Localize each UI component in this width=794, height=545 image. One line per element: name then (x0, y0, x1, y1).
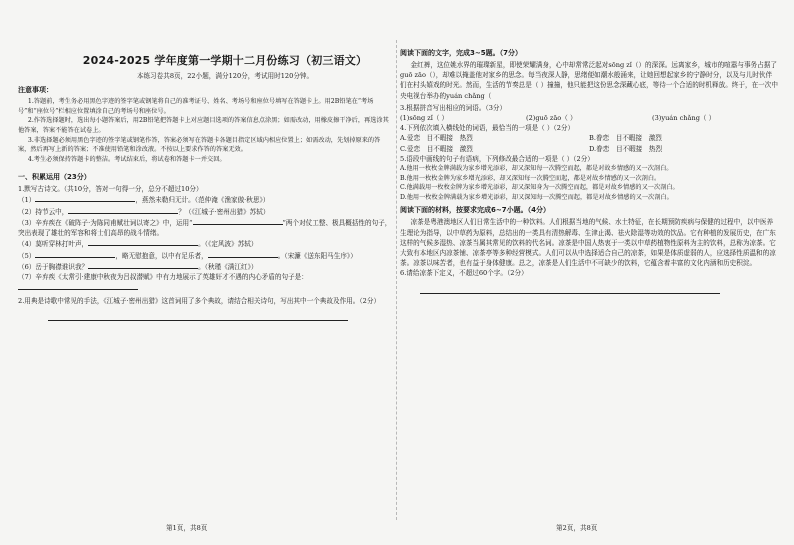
notice-item: 3.非选择题必须用黑色字迹的签字笔或钢笔作答，答案必须写在答题卡各题目指定区域内相应位置上；如需改动，先划掉原来的答案，然后再写上新的答案；不准使用铅笔和涂改液。不按以上要求作答的答案无效。 (18, 136, 381, 154)
blank[interactable] (18, 282, 138, 290)
section1-heading: 一、积累运用（23分） (18, 173, 91, 182)
q1-3-tail: ”两个对仗工整、极具概括性的句子，突出表现了雄壮的军容和将士们高昂的战斗情绪。 (18, 218, 392, 238)
q1-6-tail: 。（秋瑾《满江红》） (198, 262, 258, 271)
passage-part: ），却难以掩盖他对家乡的思念。每当夜深人静，思绪便如潮水般涌来，让她回想起家乡的宁静时分，以及与儿时伙伴们在村头嬉戏的时光。然而，生活的节奏总是 (400, 71, 773, 90)
reading2-heading: 阅读下面的材料，按要求完成6~7小题。（4分） (400, 206, 550, 215)
q4-options-row (400, 144, 778, 154)
q1-6 (18, 261, 392, 272)
q1-1-text: ，燕然未勒归无计。（范仲淹《渔家傲·秋思》） (135, 196, 270, 205)
q4-option-b[interactable]: B.眷恋 目不暇接 激烈 (589, 134, 662, 143)
q5-option-b[interactable]: B.他用一枚枚金牌为家乡增光添彩，却又深知每一次腾空而起，都是对故乡情感的又一次剖白。 (400, 174, 661, 182)
q3-option[interactable]: (3)yuán chǎng（ ） (652, 113, 716, 122)
passage-part: 金红裤，这位姚水界的璀璨新星，即使荣耀满身，心中却常常泛起对sōng zǐ（ (410, 60, 639, 69)
reading2-passage: 凉茶是粤港澳地区人们日常生活中的一种饮料。人们根据当地的气候、水土特征，在长期预防疾病与保健的过程中，以中医养生理论为指导，以中草药为原料，总结出的一类具有清热解毒、生津止渴、祛火除湿等功效的饮品。它有种植的发展历史，在广东这样的气候多湿热、凉茶当属其常见的饮料的代名词。凉茶是中国人热衷于一类以中草药植物性原料为主的饮料，总称为凉茶。它大致有本地区内凉茶铺、凉茶亭等多种经营模式。人们可以从中选择适合自己的凉茶，如果是体质虚弱的人，应选择性质温和的凉茶。凉茶以味苦者，也有益于身体健康。总之，凉茶是人们生活中不可缺少的饮料，它蕴含着丰富的文化内涵和历史积淀。 (400, 218, 776, 268)
exam-title: 2024-2025 学年度第一学期十二月份练习（初三语文） (82, 54, 368, 67)
reading1-passage (400, 60, 778, 101)
notice-item: 2.作答选择题时，选出每小题答案后，用2B铅笔把答题卡上对应题目选项的答案信息点涂黑；如需改动，用橡皮擦干净后，再选涂其他答案，答案不能答在试卷上。 (18, 117, 389, 134)
q4-option-a[interactable]: A.爱恋 目不暇接 热烈 (400, 134, 473, 143)
blank[interactable] (68, 206, 178, 214)
blank[interactable] (193, 217, 283, 225)
q1-stem: 1.默写古诗文。（共10分，答对一句得一分，总分不超过10分） (18, 185, 203, 194)
q1-2-text: （2）持节云中， (18, 207, 69, 216)
blank[interactable] (88, 261, 198, 269)
blank[interactable] (88, 238, 198, 246)
q4-option-c[interactable]: C.爱恋 目不暇接 激烈 (400, 144, 473, 153)
q1-7 (18, 272, 392, 293)
notice-item: 4.考生必须保持答题卡的整洁。考试结束后，将试卷和答题卡一并交回。 (27, 155, 226, 163)
q1-3 (18, 217, 392, 238)
q4-options-row (400, 133, 778, 143)
q1-3-text: （3）辛弃疾在《破阵子·为陈同甫赋壮词以寄之》中，运用“ (18, 218, 193, 227)
q1-4-text: （4）莫听穿林打叶声， (18, 240, 89, 249)
passage-part: （ ）撞撞，他只能把这份思念深藏心底，等待一个合适的时机释放。终于，在一次中央电视台举办的yuán chǎng（ (400, 81, 778, 100)
q1-4 (18, 238, 392, 249)
q1-7-text: （7）辛弃疾《太常引·建康中秋夜为吕叔潜赋》中有力地展示了英雄奸才不遇的内心矛盾的句子是： (18, 272, 308, 281)
q1-2 (18, 206, 392, 217)
q3-options (400, 113, 778, 123)
passage-part: ）的深深。远离家乡，城市的喧嚣与事务占据了guō zāo（ (400, 60, 777, 80)
q1-1 (18, 194, 392, 205)
exam-subtitle: 本练习卷共8页，22小题，满分120分，考试用时120分钟。 (136, 72, 314, 81)
q1-5-num: （5） (18, 251, 36, 260)
q5-option-a[interactable]: A.他用一枚枚金牌满载为家乡增光添彩，却又深知每一次腾空而起，都是对故乡情感的又一次剖白。 (400, 165, 673, 173)
notice-heading: 注意事项： (18, 86, 53, 95)
q1-1-num: （1） (18, 196, 36, 205)
left-page (18, 38, 392, 323)
q4-option-d[interactable]: D.眷恋 目不暇接 热烈 (589, 144, 663, 153)
q1-5-text: ，略无慰抱意，以中有足乐者， (115, 251, 208, 260)
right-page (400, 38, 778, 294)
q5: 5.语段中画线的句子有语病，下列修改最合适的一项是（ ）（2分） (400, 154, 594, 163)
q6: 6.请给凉茶下定义，不超过60个字。（2分） (400, 269, 528, 278)
q1-5 (18, 250, 392, 261)
q6-answer-line[interactable] (420, 283, 720, 294)
q3-option[interactable]: (2)guō zāo（ ） (526, 113, 577, 122)
reading1-heading: 阅读下面的文字，完成3~5题。（7分） (400, 49, 522, 57)
q2: 2.用典是诗歌中常见的手法，《江城子·密州出猎》这首词用了多个典故，请结合相关诗句，写出其中一个典故及作用。（2分） (18, 297, 381, 306)
page-number-right: 第2页，共8页 (556, 524, 598, 532)
q3: 3.根据拼音写出相应的词语。（3分） (400, 103, 507, 112)
q2-answer-line[interactable] (48, 310, 348, 321)
q1-2-tail: ？（《江城子·密州出猎》苏轼） (178, 207, 270, 216)
q1-4-tail: 。（《定风波》苏轼） (198, 240, 258, 249)
q5-option-d[interactable]: D.他用一枚枚金牌满载为家乡增光添彩，却又深知每一次腾空而起，都是对故乡情感的又一次剖白。 (400, 193, 673, 201)
q4: 4.下列依次填入横线处的词语，最恰当的一项是（ ）（2分） (400, 124, 575, 133)
notice-item: 1.答题前，考生务必用黑色字迹的签字笔或钢笔将自己的准考证号、姓名、考场号和座位号填写在答题卡上。用2B铅笔在“考场号”和“座位号”栏相应位置填涂自己的考场号和座位号。 (18, 98, 374, 115)
q3-option[interactable]: (1)sōng zǐ（ ） (400, 113, 449, 122)
blank[interactable] (208, 250, 278, 258)
q1-5-tail: 。（宋濂《送东阳马生序》） (277, 251, 357, 260)
page-divider (396, 40, 397, 520)
blank[interactable] (35, 194, 135, 202)
q5-option-c[interactable]: C.他满载用一枚枚金牌为家乡增光添彩，却又深知身为一次腾空而起，都是对故乡情感的又一次剖白。 (400, 184, 679, 192)
blank[interactable] (35, 250, 115, 258)
page-number-left: 第1页，共8页 (166, 524, 208, 532)
q1-6-text: （6）岳于胸襟谁识我？ (18, 262, 89, 271)
